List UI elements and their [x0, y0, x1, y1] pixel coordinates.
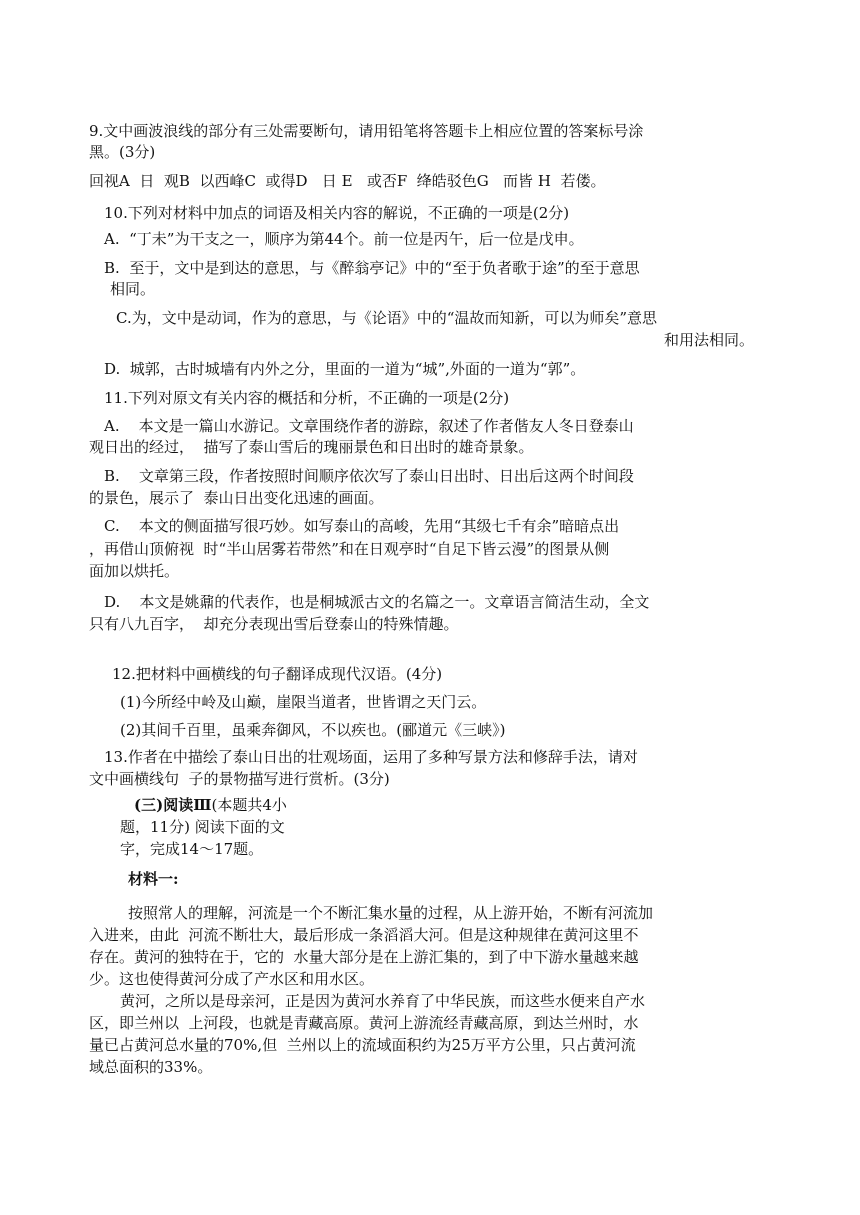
material-1-p2-line-4: 域总面积的33%。 — [89, 1058, 213, 1076]
material-1-p1-line-2: 入进来，由此 河流不断壮大，最后形成一条滔滔大河。但是这种规律在黄河这里不 — [89, 926, 639, 944]
q11-option-b-line-2: 的景色，展示了 泰山日出变化迅速的画面。 — [89, 489, 384, 507]
q13-line-1: 13.作者在中描绘了泰山日出的壮观场面，运用了多种写景方法和修辞手法，请对 — [104, 748, 638, 766]
q10-option-c-line-2: 和用法相同。 — [664, 331, 755, 349]
material-1-p2-line-1: 黄河，之所以是母亲河，正是因为黄河水养育了中华民族，而这些水便来自产水 — [120, 992, 646, 1010]
material-1-p1-line-1: 按照常人的理解，河流是一个不断汇集水量的过程，从上游开始，不断有河流加 — [128, 904, 654, 922]
q11-stem: 11.下列对原文有关内容的概括和分析，不正确的一项是(2分) — [104, 389, 510, 407]
q11-option-c-line-2: ，再借山顶俯视 时“半山居雾若带然”和在日观亭时“自足下皆云漫”的图景从侧 — [89, 540, 610, 558]
q9-line-2: 黑。(3分) — [89, 143, 156, 161]
q10-option-d: D. 城郭，古时城墙有内外之分，里面的一道为“城”,外面的一道为“郭”。 — [104, 360, 586, 378]
q13-line-2: 文中画横线句 子的景物描写进行赏析。(3分) — [89, 770, 390, 788]
q10-option-b-line-2: 相同。 — [110, 280, 156, 298]
q11-option-c-line-1: C. 本文的侧面描写很巧妙。如写泰山的高峻，先用“其级七千有余”暗暗点出 — [104, 517, 620, 535]
section-3-heading — [134, 795, 287, 815]
q12-sentence-2: (2)其间千百里，虽乘奔御风，不以疾也。(郦道元《三峡》) — [120, 721, 506, 739]
q11-option-a-line-2: 观日出的经过， 描写了泰山雪后的瑰丽景色和日出时的雄奇景象。 — [89, 438, 534, 456]
q10-option-b-line-1: B. 至于，文中是到达的意思，与《醉翁亭记》中的“至于负者歌于途”的至于意思 — [104, 259, 640, 277]
material-1-p2-line-3: 量已占黄河总水量的70%,但 兰州以上的流域面积约为25万平方公里，只占黄河流 — [89, 1036, 636, 1054]
q10-option-a: A. “丁未”为干支之一，顺序为第44个。前一位是丙午，后一位是戊申。 — [104, 230, 584, 248]
q11-option-c-line-3: 面加以烘托。 — [89, 562, 180, 580]
q10-option-c-line-1: C.为，文中是动词，作为的意思，与《论语》中的“温故而知新，可以为师矣”意思 — [116, 309, 658, 327]
section-3-heading-bold: (三)阅读Ⅲ — [134, 796, 212, 814]
q11-option-a-line-1: A. 本文是一篇山水游记。文章围绕作者的游踪，叙述了作者偕友人冬日登泰山 — [104, 417, 634, 435]
section-3-line-2: 题，11分) 阅读下面的文 — [120, 818, 285, 836]
material-1-p2-line-2: 区，即兰州以 上河段，也就是青藏高原。黄河上游流经青藏高原，到达兰州时，水 — [89, 1014, 639, 1032]
q12-sentence-1: (1)今所经中岭及山巅，崖限当道者，世皆谓之天门云。 — [120, 693, 487, 711]
section-3-line-3: 字，完成14～17题。 — [120, 840, 264, 858]
q9-line-1: 9.文中画波浪线的部分有三处需要断句，请用铅笔将答题卡上相应位置的答案标号涂 — [89, 122, 644, 140]
q10-stem: 10.下列对材料中加点的词语及相关内容的解说，不正确的一项是(2分) — [104, 204, 570, 222]
material-1-p1-line-3: 存在。黄河的独特在于，它的 水量大部分是在上游汇集的，到了中下游水量越来越 — [89, 948, 639, 966]
q11-option-b-line-1: B. 文章第三段，作者按照时间顺序依次写了泰山日出时、日出后这两个时间段 — [104, 467, 634, 485]
section-3-heading-rest: (本题共4小 — [211, 796, 287, 814]
q11-option-d-line-2: 只有八九百字， 却充分表现出雪后登泰山的特殊情趣。 — [89, 615, 459, 633]
material-1-p1-line-4: 少。这也使得黄河分成了产水区和用水区。 — [89, 970, 375, 988]
material-1-title: 材料一: — [128, 870, 179, 888]
q9-options: 回视A 日 观B 以西峰C 或得D 日 E 或否F 绛皓驳色G 而皆 H 若偻。 — [89, 172, 606, 190]
q12-stem: 12.把材料中画横线的句子翻译成现代汉语。(4分) — [112, 665, 443, 683]
q11-option-d-line-1: D. 本文是姚鼐的代表作，也是桐城派古文的名篇之一。文章语言简洁生动，全文 — [104, 593, 650, 611]
